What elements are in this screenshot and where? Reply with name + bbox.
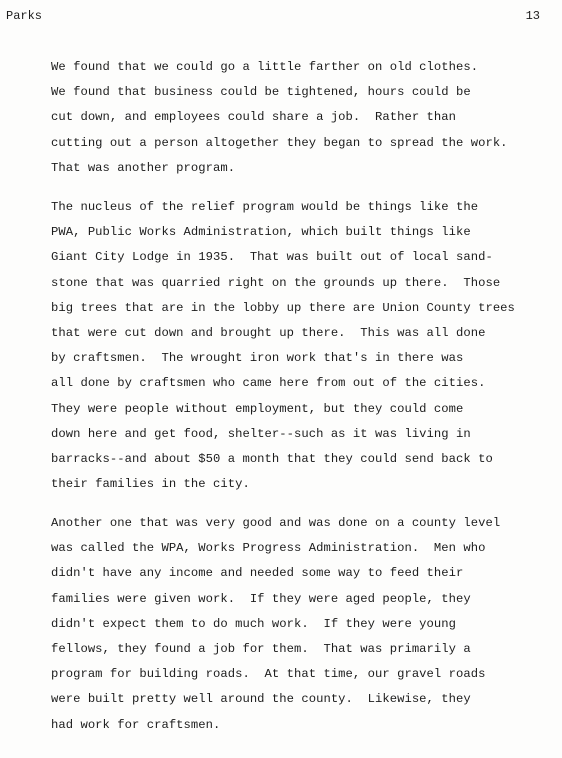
text-line: all done by craftsmen who came here from out of the cities. [51,376,486,391]
text-line: program for building roads. At that time, our gravel roads [51,667,486,682]
page-number: 13 [525,9,540,23]
text-line: that were cut down and brought up there. This was all done [51,325,486,340]
text-line: PWA, Public Works Administration, which built things like [51,225,471,240]
text-line: We found that business could be tightened, hours could be [51,85,471,100]
text-line: their families in the city. [51,477,250,492]
text-line: Another one that was very good and was done on a county level [51,516,501,530]
running-header-title: Parks [6,9,43,23]
text-line: fellows, they found a job for them. That was primarily a [51,641,471,656]
paragraph [51,195,515,497]
text-line: The nucleus of the relief program would be things like the [51,200,479,214]
text-line: barracks--and about $50 a month that they could send back to [51,451,493,466]
text-line: had work for craftsmen. [51,717,221,732]
text-line: cutting out a person altogether they began to spread the work. [51,135,508,150]
paragraph [51,55,508,181]
text-line: That was another program. [51,160,236,175]
text-line: didn't expect them to do much work. If they were young [51,616,457,631]
text-line: didn't have any income and needed some way to feed their [51,566,464,581]
paragraph [51,511,500,738]
text-line: families were given work. If they were aged people, they [51,591,471,606]
text-line: by craftsmen. The wrought iron work that's in there was [51,351,464,366]
text-line: was called the WPA, Works Progress Administration. Men who [51,541,486,556]
text-line: down here and get food, shelter--such as it was living in [51,426,471,441]
text-line: were built pretty well around the county. Likewise, they [51,692,471,707]
text-line: cut down, and employees could share a job. Rather than [51,110,457,125]
text-line: They were people without employment, but they could come [51,401,464,416]
text-line: stone that was quarried right on the grounds up there. Those [51,275,501,290]
text-line: We found that we could go a little farther on old clothes. [51,60,479,74]
text-line: big trees that are in the lobby up there are Union County trees [51,300,515,315]
text-line: Giant City Lodge in 1935. That was built out of local sand- [51,250,493,265]
